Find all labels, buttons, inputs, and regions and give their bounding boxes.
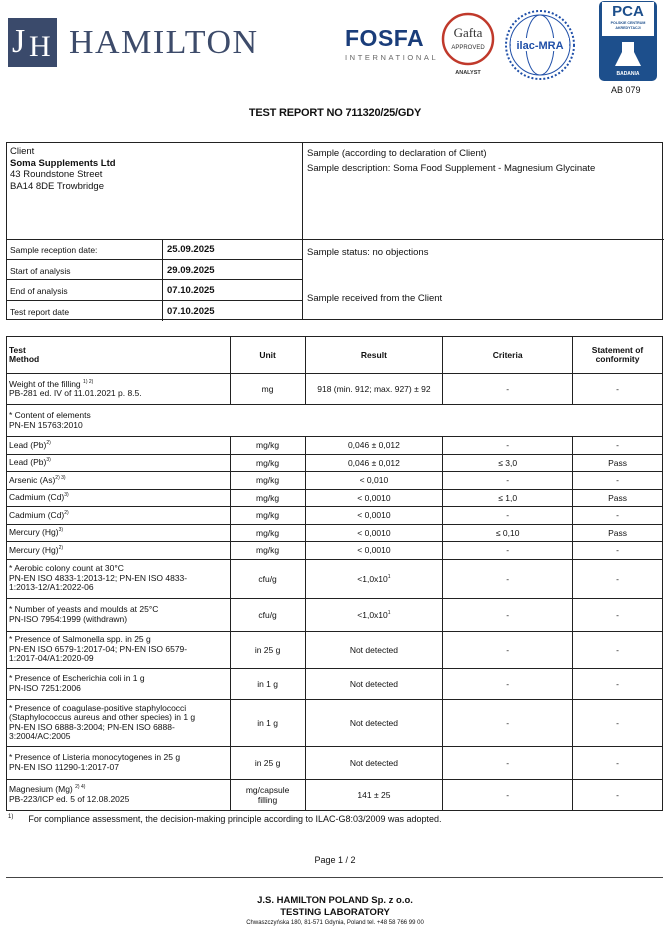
conformity-cell: - [573,507,663,525]
table-row [7,746,663,779]
table-row [7,559,663,598]
result-cell: 0,046 ± 0,012 [305,437,443,455]
svg-text:APPROVED: APPROVED [451,45,485,51]
test-name: Arsenic $(As)^{2) 3)}$ [7,472,231,490]
result-cell: $<1,0x10^1$ [305,598,443,631]
date-label: End of analysis [10,286,68,296]
criteria-cell: - [443,542,573,560]
test-name: Cadmium $(Cd)^{2)}$ [7,507,231,525]
table-row [7,405,663,437]
footnote-number: 1) [8,814,14,820]
result-cell: < 0,0010 [305,542,443,560]
date-row [7,260,303,281]
header-conformity: Statement of conformity [573,337,663,374]
test-name: * Number of yeasts and moulds at 25°C PN-ISO 7954:1999 (withdrawn) [7,598,231,631]
footer-address: Chwaszczyńska 180, 81-571 Gdynia, Poland tel. +48 58 766 99 00 [246,920,424,926]
client-block [10,146,116,192]
header-unit: Unit [230,337,305,374]
result-cell: 0,046 ± 0,012 [305,454,443,472]
table-header-row [7,337,663,374]
table-row [7,598,663,631]
result-cell: < 0,0010 [305,524,443,542]
header-criteria: Criteria [443,337,573,374]
conformity-cell: Pass [573,524,663,542]
result-cell: 141 ± 25 [305,779,443,810]
client-label: Client [10,146,35,157]
date-value: 07.10.2025 [167,305,215,317]
unit-cell: in 1 g [230,668,305,699]
test-name: Lead $(Pb)^{3)}$ [7,454,231,472]
date-label: Sample reception date: [10,245,98,255]
conformity-cell: - [573,699,663,746]
date-value: 07.10.2025 [167,285,215,296]
unit-cell: mg/kg [230,489,305,507]
header-result: Result [305,337,443,374]
conformity-cell: - [573,779,663,810]
result-cell: < 0,0010 [305,489,443,507]
footer [0,895,670,926]
gafta-logo-icon [441,12,496,77]
unit-cell: mg/kg [230,507,305,525]
table-row [7,668,663,699]
date-row [7,280,303,301]
criteria-cell: ≤ 0,10 [443,524,573,542]
accreditation-number: AB 079 [611,85,641,95]
test-name: * Aerobic colony count at 30°C PN-EN ISO 4833-1:2013-12; PN-EN ISO 4833- 1:2013-12/A1:2022-06 [7,559,231,598]
date-value: 25.09.2025 [167,244,215,255]
date-label: Start of analysis [10,265,71,276]
unit-cell: mg [230,374,305,405]
footer-lab: TESTING LABORATORY [280,907,390,918]
conformity-cell: - [573,542,663,560]
unit-cell: in 25 g [230,631,305,668]
svg-text:AKREDYTACJI: AKREDYTACJI [615,26,641,30]
fosfa-wordmark: FOSFA [345,25,425,51]
criteria-cell: - [443,374,573,405]
result-cell: Not detected [305,699,443,746]
unit-cell: mg/kg [230,542,305,560]
footnote-text: For compliance assessment, the decision-making principle according to ILAC-G8:03/2009 was adopted. [28,814,442,824]
result-cell: < 0,0010 [305,507,443,525]
conformity-cell: Pass [573,454,663,472]
conformity-cell: - [573,746,663,779]
table-row [7,542,663,560]
unit-cell: mg/kg [230,524,305,542]
client-name: Soma Supplements Ltd [10,157,116,169]
fosfa-subtitle: INTERNATIONAL [345,53,439,62]
date-row [7,301,303,322]
result-cell: < 0,010 [305,472,443,490]
test-name: * Presence of Salmonella spp. in 25 g PN-EN ISO 6579-1:2017-04; PN-EN ISO 6579- 1:2017-04/A1:2020-09 [7,631,231,668]
test-name: Mercury $(Hg)^{2)}$ [7,542,231,560]
table-row [7,472,663,490]
conformity-cell: - [573,559,663,598]
criteria-cell: - [443,699,573,746]
hamilton-wordmark: HAMILTON [69,23,259,61]
criteria-cell: ≤ 3,0 [443,454,573,472]
test-name: Cadmium $(Cd)^{3)}$ [7,489,231,507]
svg-text:POLSKIE CENTRUM: POLSKIE CENTRUM [610,21,646,25]
criteria-cell: - [443,507,573,525]
result-cell: $<1,0x10^1$ [305,559,443,598]
test-name: Magnesium (Mg) $^{2) 4)}$ PB-223/ICP ed. 5 of 12.08.2025 [7,779,231,810]
sample-description: Sample description: Soma Food Supplement - Magnesium Glycinate [307,163,596,174]
test-name: * Presence of Listeria monocytogenes in 25 g PN-EN ISO 11290-1:2017-07 [7,746,231,779]
conformity-cell: - [573,668,663,699]
fosfa-logo [345,25,438,62]
test-name: * Presence of Escherichia coli in 1 g PN-ISO 7251:2006 [7,668,231,699]
sample-received: Sample received from the Client [307,293,443,304]
page-number: Page 1 / 2 [314,855,356,865]
report-title: TEST REPORT NO 711320/25/GDY [248,107,422,119]
result-cell: Not detected [305,746,443,779]
table-row [7,699,663,746]
result-cell: Not detected [305,631,443,668]
client-address-line2: BA14 8DE Trowbridge [10,180,104,192]
footer-divider [6,877,663,878]
test-name: Weight of the filling $^{1) 2)}$ PB-281 ed. IV of 11.01.2021 p. 8.5. [7,374,231,405]
svg-text:PCA: PCA [612,3,644,20]
test-name: Mercury $(Hg)^{3)}$ [7,524,231,542]
unit-cell: mg/kg [230,437,305,455]
sample-status: Sample status: no objections [307,247,429,258]
svg-text:ANALYST: ANALYST [455,70,481,76]
criteria-cell: - [443,437,573,455]
conformity-cell: Pass [573,489,663,507]
table-row [7,489,663,507]
unit-cell: mg/kg [230,454,305,472]
conformity-cell: - [573,437,663,455]
client-sample-box [6,142,663,320]
conformity-cell: - [573,374,663,405]
date-label: Test report date [10,306,70,317]
sample-heading: Sample (according to declaration of Client) [307,148,487,159]
test-name: * Presence of coagulase-positive staphylococci (Staphylococcus aureus and other species) in 1 g PN-EN ISO 6888-3:2004; PN-EN ISO 6888- 3:2004/AC:2005 [7,699,231,746]
conformity-cell: - [573,631,663,668]
result-cell: Not detected [305,668,443,699]
results-table [6,336,663,811]
table-row [7,374,663,405]
criteria-cell: - [443,598,573,631]
result-cell: 918 (min. 912; max. 927) ± 92 [305,374,443,405]
conformity-cell: - [573,598,663,631]
criteria-cell: - [443,779,573,810]
svg-text:ilac-MRA: ilac-MRA [516,40,564,52]
sample-block [307,146,595,176]
unit-cell: cfu/g [230,559,305,598]
criteria-cell: - [443,631,573,668]
unit-cell: in 1 g [230,699,305,746]
table-row [7,454,663,472]
pca-logo-icon [598,0,658,82]
criteria-cell: - [443,472,573,490]
table-row [7,779,663,810]
date-value: 29.09.2025 [167,264,215,276]
table-row [7,524,663,542]
table-row [7,437,663,455]
client-address-line1: 43 Roundstone Street [10,169,103,180]
criteria-cell: - [443,559,573,598]
unit-cell: mg/capsule filling [230,779,305,810]
svg-text:BADANIA: BADANIA [616,71,640,77]
ilac-mra-logo-icon [503,8,577,82]
dates-table [7,239,303,321]
footnote [8,814,442,824]
table-row [7,507,663,525]
unit-cell: in 25 g [230,746,305,779]
header-test-method: Test Method [7,337,231,374]
criteria-cell: ≤ 1,0 [443,489,573,507]
footer-company: J.S. HAMILTON POLAND Sp. z o.o. [257,895,413,906]
conformity-cell: - [573,472,663,490]
elements-group-header: * Content of elements PN-EN 15763:2010 [7,405,663,437]
table-row [7,631,663,668]
unit-cell: mg/kg [230,472,305,490]
hamilton-logo [8,18,259,67]
unit-cell: cfu/g [230,598,305,631]
criteria-cell: - [443,668,573,699]
jh-monogram-icon: J H [8,18,57,67]
svg-text:Gafta: Gafta [453,25,483,40]
test-name: Lead $(Pb)^{2)}$ [7,437,231,455]
date-row [7,239,303,260]
criteria-cell: - [443,746,573,779]
